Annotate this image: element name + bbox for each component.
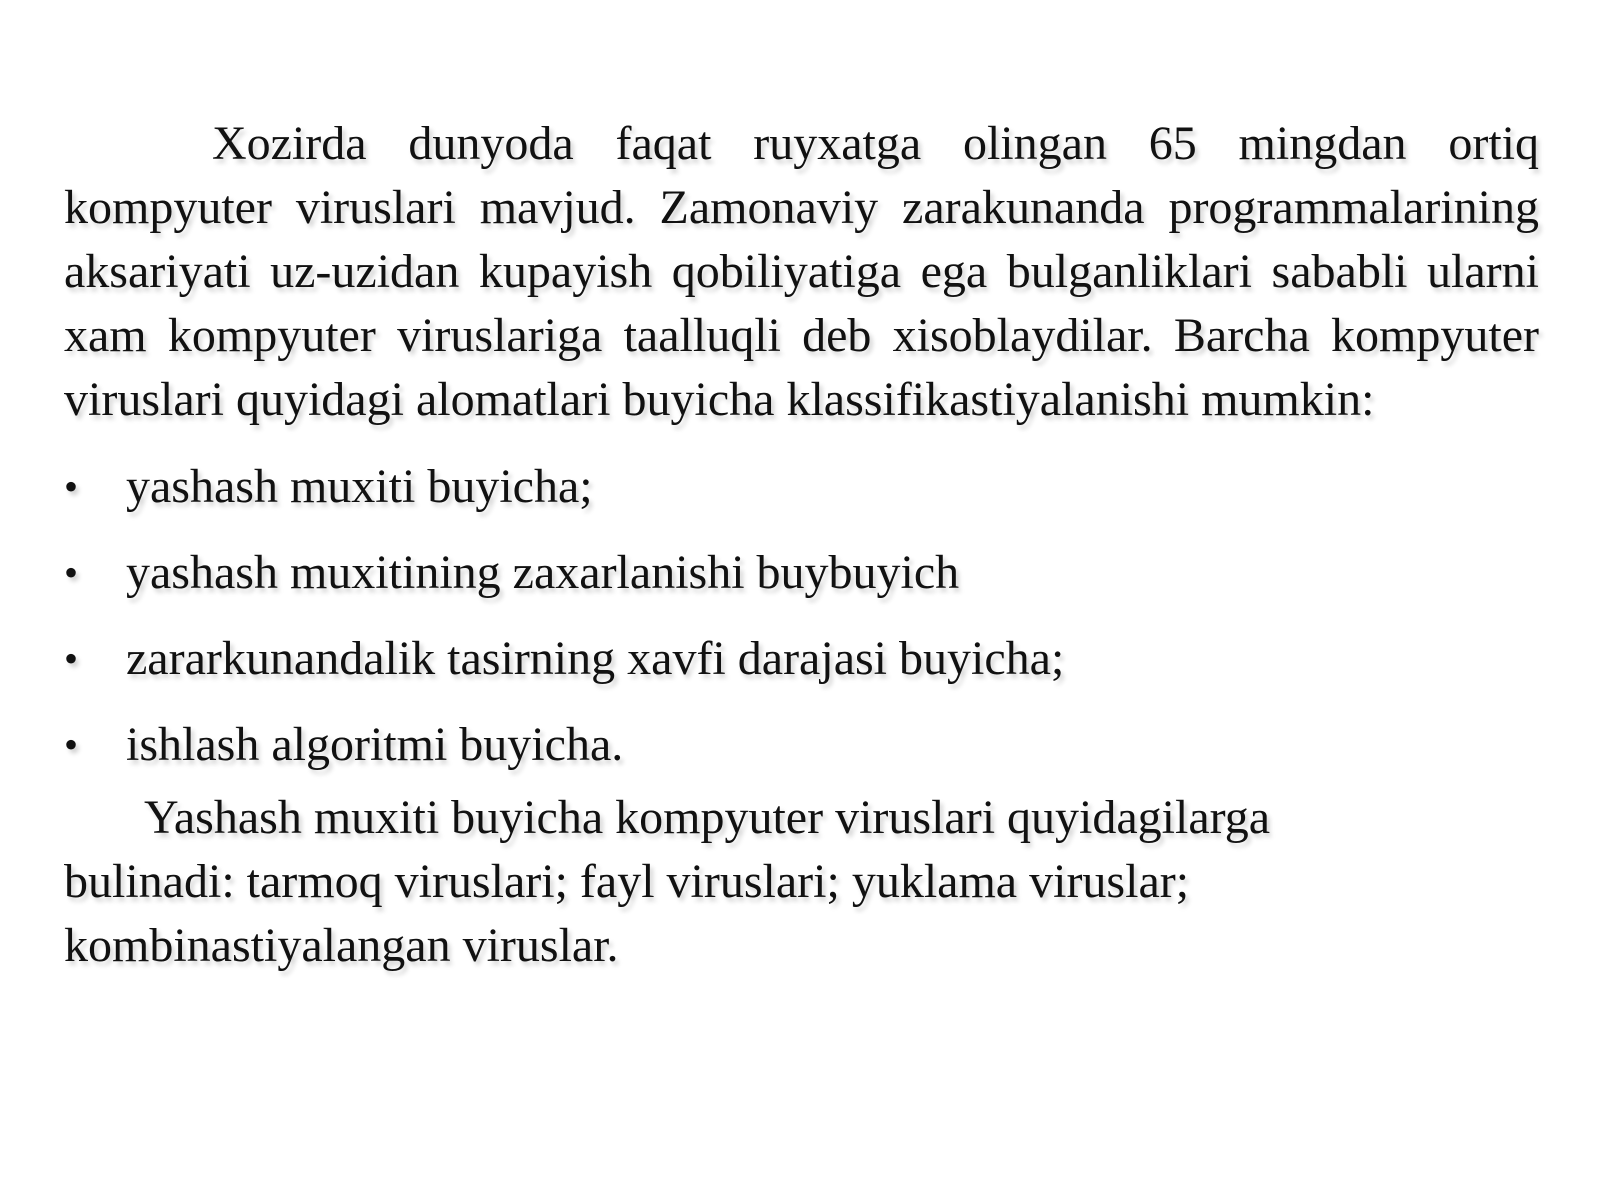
bullet-icon: • [64, 722, 79, 767]
closing-line-1: Yashash muxiti buyicha kompyuter viruslari quyidagilarga [144, 791, 1271, 844]
list-item [64, 530, 1539, 616]
list-item [64, 616, 1539, 702]
bullet-icon: • [64, 636, 79, 681]
intro-paragraph: Xozirda dunyoda faqat ruyxatga olingan 65 mingdan ortiq kompyuter viruslari mavjud. Zamonaviy zarakunanda programmalarining aksariyati uz-uzidan kupayish qobiliyatiga ega bulganliklari sababli ularni xam kompyuter viruslariga taalluqli deb xisoblaydilar. Barcha kompyuter viruslari quyidagi alomatlari buyicha klassifikastiyalanishi mumkin: [64, 117, 1539, 426]
list-item [64, 444, 1539, 530]
list-item-text: ishlash algoritmi buyicha. [126, 718, 624, 771]
list-item-text: zararkunandalik tasirning xavfi darajasi buyicha; [126, 632, 1065, 685]
bullet-icon: • [64, 550, 79, 595]
list-item [64, 702, 1539, 788]
closing-line-2: bulinadi: tarmoq viruslari; fayl viruslari; yuklama viruslar; [64, 855, 1190, 908]
bullet-icon: • [64, 464, 79, 509]
slide-content [64, 112, 1539, 978]
classification-list [64, 444, 1539, 788]
list-item-text: yashash muxitining zaxarlanishi buybuyich [126, 546, 960, 599]
closing-line-3: kombinastiyalangan viruslar. [64, 919, 619, 972]
list-item-text: yashash muxiti buyicha; [126, 460, 593, 513]
closing-paragraph [64, 786, 1484, 978]
